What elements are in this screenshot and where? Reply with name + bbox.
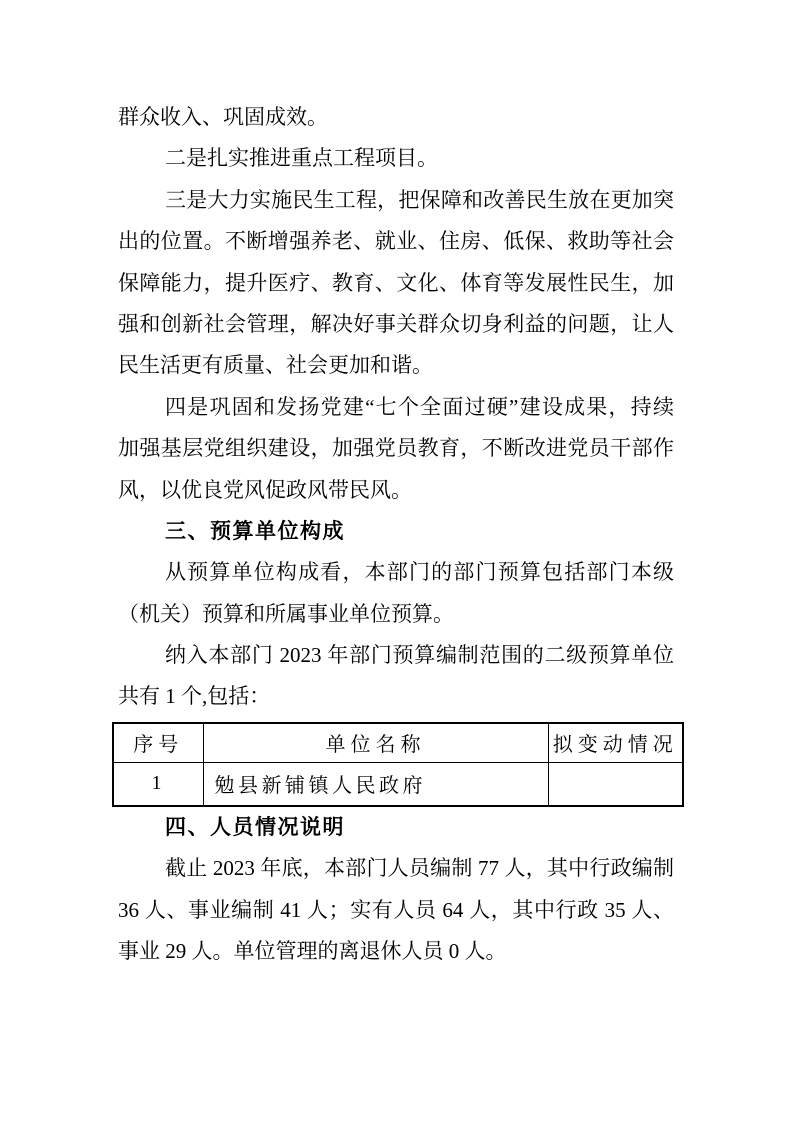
text-line: 出的位置。不断增强养老、就业、住房、低保、救助等社会 bbox=[118, 229, 674, 254]
text-line: 36 人、事业编制 41 人；实有人员 64 人，其中行政 35 人、 bbox=[118, 897, 674, 922]
text-line: 事业 29 人。单位管理的离退休人员 0 人。 bbox=[118, 939, 507, 964]
text-line: 从预算单位构成看，本部门的部门预算包括部门本级 bbox=[165, 560, 674, 585]
table-header-cell: 序号 bbox=[113, 723, 203, 763]
paragraph bbox=[118, 387, 674, 511]
paragraph bbox=[118, 552, 674, 635]
text-line: 加强基层党组织建设，加强党员教育，不断改进党员干部作 bbox=[118, 436, 674, 461]
table-cell bbox=[548, 762, 683, 806]
section-heading: 四、人员情况说明 bbox=[165, 815, 345, 839]
text-line: 截止 2023 年底，本部门人员编制 77 人，其中行政编制 bbox=[165, 856, 674, 881]
text-line: 风，以优良党风促政风带民风。 bbox=[118, 477, 412, 502]
text-line: 强和创新社会管理，解决好事关群众切身利益的问题，让人 bbox=[118, 311, 674, 336]
text-line: 共有 1 个,包括： bbox=[118, 684, 271, 709]
table-cell: 勉县新铺镇人民政府 bbox=[203, 762, 548, 806]
document-content bbox=[118, 97, 678, 972]
section-heading: 三、预算单位构成 bbox=[165, 519, 345, 543]
text-line: 三是大力实施民生工程，把保障和改善民生放在更加突 bbox=[165, 187, 674, 212]
paragraph bbox=[118, 848, 674, 972]
table-head bbox=[113, 723, 683, 763]
budget-units-table bbox=[112, 722, 684, 807]
text-line: 保障能力，提升医疗、教育、文化、体育等发展性民生，加 bbox=[118, 270, 674, 295]
table-header-cell: 单位名称 bbox=[203, 723, 548, 763]
text-line: 群众收入、巩固成效。 bbox=[118, 105, 328, 129]
table-body bbox=[113, 762, 683, 806]
paragraph bbox=[118, 180, 674, 387]
table-header-row bbox=[113, 723, 683, 763]
table-cell: 1 bbox=[113, 762, 203, 806]
paragraph bbox=[118, 138, 674, 179]
text-line: 民生活更有质量、社会更加和谐。 bbox=[118, 353, 433, 378]
text-line: 四是巩固和发扬党建“七个全面过硬”建设成果，持续 bbox=[165, 394, 674, 419]
paragraph bbox=[118, 97, 674, 138]
table-header-cell: 拟变动情况 bbox=[548, 723, 683, 763]
table-row bbox=[113, 762, 683, 806]
text-line: 二是扎实推进重点工程项目。 bbox=[165, 146, 438, 171]
paragraph bbox=[118, 635, 674, 718]
text-line: 纳入本部门 2023 年部门预算编制范围的二级预算单位 bbox=[165, 643, 674, 668]
text-line: （机关）预算和所属事业单位预算。 bbox=[118, 601, 454, 626]
